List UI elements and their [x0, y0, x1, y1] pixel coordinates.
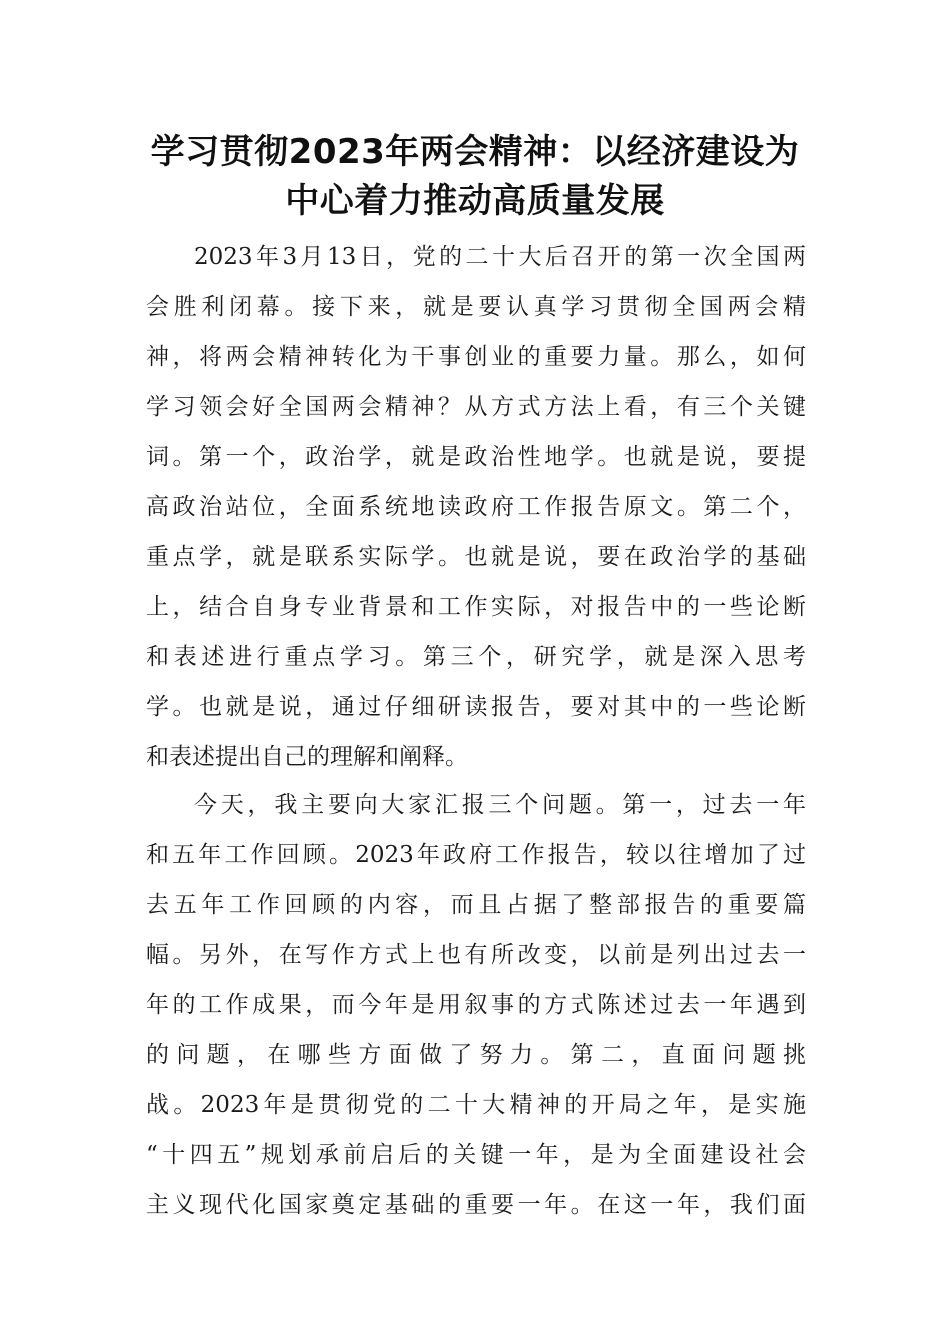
paragraph-2 [146, 780, 806, 1230]
paragraph-line: 词。第一个，政治学，就是政治性地学。也就是说，要提 [146, 444, 806, 470]
paragraph-line: 去五年工作回顾的内容，而且占据了整部报告的重要篇 [146, 892, 806, 918]
paragraph-line: 和表述提出自己的理解和阐释。 [146, 744, 468, 770]
title-line: 学习贯彻2023年两会精神：以经济建设为 [150, 132, 800, 172]
paragraph-line: “十四五”规划承前启后的关键一年，是为全面建设社会 [146, 1142, 806, 1168]
paragraph-line: 上，结合自身专业背景和工作实际，对报告中的一些论断 [146, 594, 806, 620]
paragraph-line: 今天，我主要向大家汇报三个问题。第一，过去一年 [194, 792, 806, 818]
document-title [120, 128, 830, 226]
paragraph-line: 重点学，就是联系实际学。也就是说，要在政治学的基础 [146, 544, 806, 570]
title-line: 中心着力推动高质量发展 [285, 181, 665, 221]
paragraph-line: 学。也就是说，通过仔细研读报告，要对其中的一些论断 [146, 694, 806, 720]
paragraph-line: 战。2023年是贯彻党的二十大精神的开局之年，是实施 [146, 1092, 806, 1118]
paragraph-line: 幅。另外，在写作方式上也有所改变，以前是列出过去一 [146, 942, 806, 968]
paragraph-line: 会胜利闭幕。接下来，就是要认真学习贯彻全国两会精 [146, 294, 806, 320]
paragraph-line: 学习领会好全国两会精神？从方式方法上看，有三个关键 [146, 394, 806, 420]
paragraph-1 [146, 232, 806, 782]
paragraph-line: 2023年3月13日，党的二十大后召开的第一次全国两 [194, 244, 806, 270]
paragraph-line: 年的工作成果，而今年是用叙事的方式陈述过去一年遇到 [146, 992, 806, 1018]
paragraph-line: 主义现代化国家奠定基础的重要一年。在这一年，我们面 [146, 1192, 806, 1218]
paragraph-line: 高政治站位，全面系统地读政府工作报告原文。第二个， [146, 494, 806, 520]
paragraph-line: 神，将两会精神转化为干事创业的重要力量。那么，如何 [146, 344, 806, 370]
paragraph-line: 的问题，在哪些方面做了努力。第二，直面问题挑 [146, 1042, 806, 1068]
paragraph-line: 和表述进行重点学习。第三个，研究学，就是深入思考 [146, 644, 806, 670]
paragraph-line: 和五年工作回顾。2023年政府工作报告，较以往增加了过 [146, 842, 806, 868]
